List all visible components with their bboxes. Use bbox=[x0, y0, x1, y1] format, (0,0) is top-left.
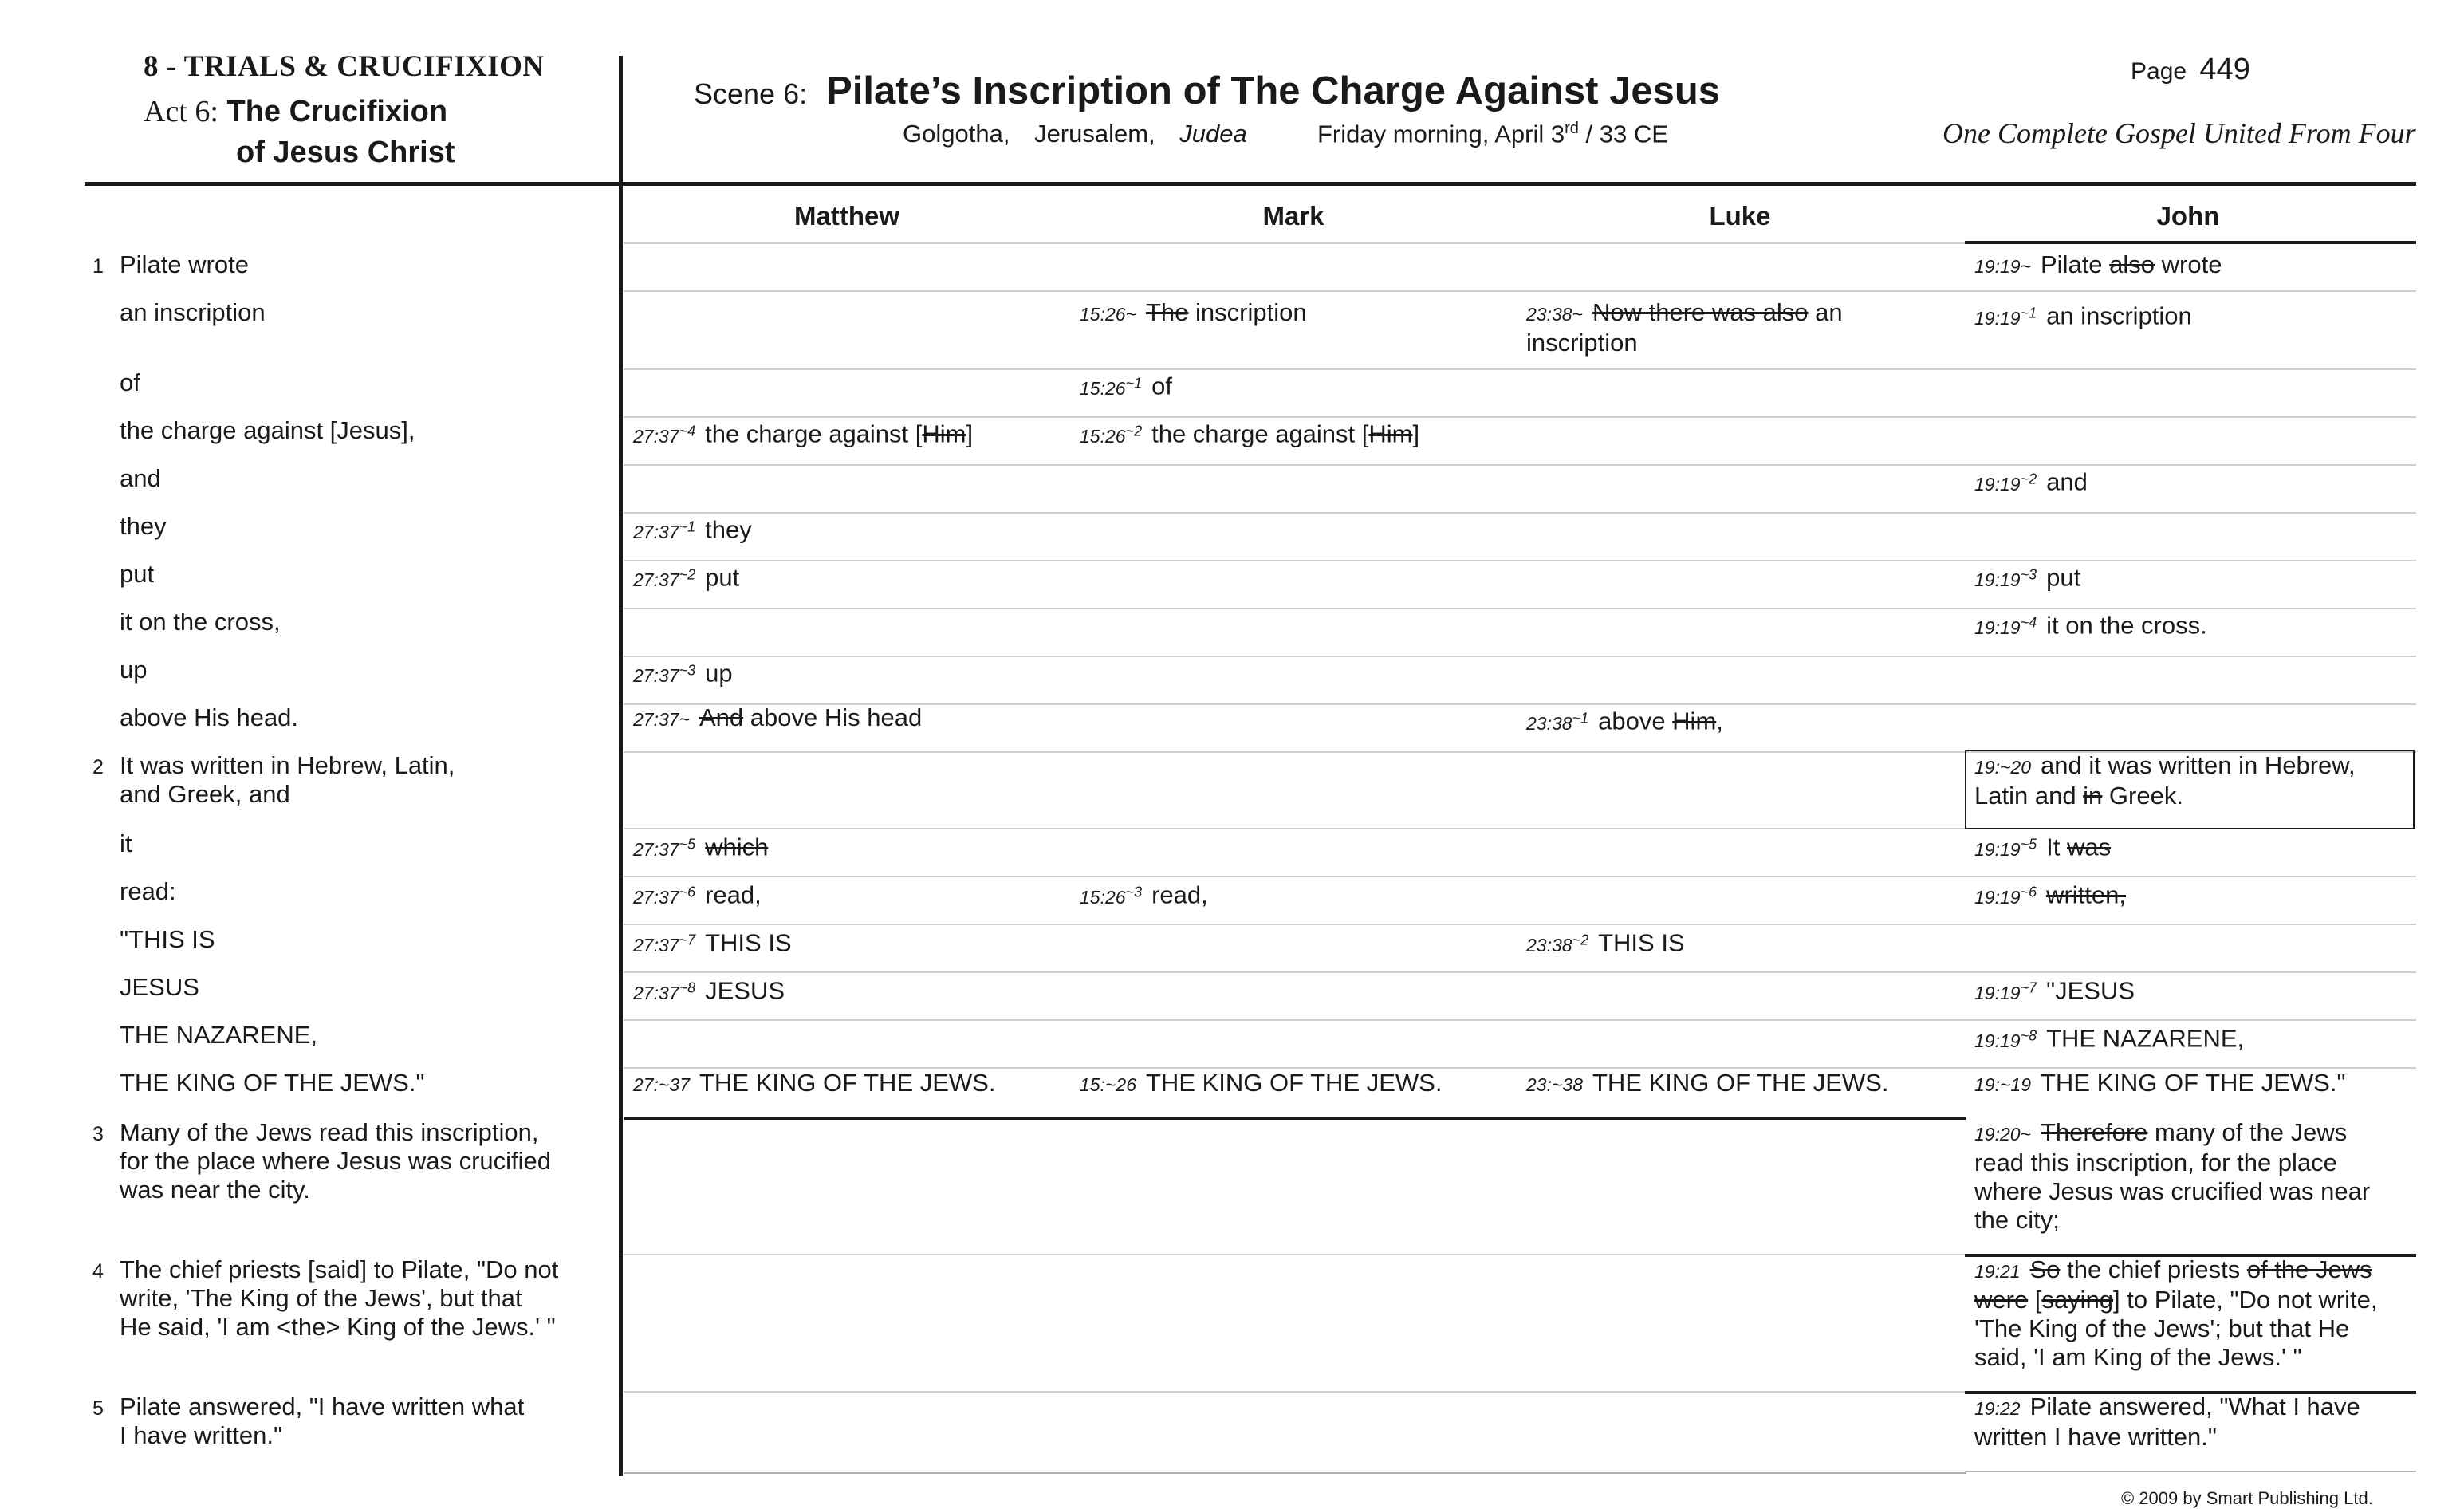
verse-cell-matt bbox=[633, 416, 1064, 451]
verse-ref bbox=[633, 1074, 690, 1095]
column-header-matthew: Matthew bbox=[794, 201, 899, 230]
verse-ref-sup: ~1 bbox=[679, 518, 696, 534]
verse-cell-john bbox=[1974, 829, 2405, 864]
verse-ref-text: 19:19 bbox=[1974, 886, 2021, 908]
verse-ref-sup: ~2 bbox=[2020, 471, 2037, 487]
row-label: JESUS bbox=[120, 973, 199, 1001]
verse-cell-matt bbox=[633, 560, 1064, 594]
verse-cell-matt bbox=[633, 703, 1064, 734]
verse-ref bbox=[1974, 305, 2037, 329]
column-header-luke: Luke bbox=[1709, 201, 1771, 230]
row-label: up bbox=[120, 656, 148, 684]
verse-ref bbox=[1080, 884, 1143, 908]
location-3: Judea bbox=[1179, 120, 1247, 148]
verse-cell-john bbox=[1974, 1255, 2405, 1372]
verse-cell-mark bbox=[1080, 877, 1510, 912]
verse-cell-mark bbox=[1080, 298, 1510, 329]
verse-ref-text: 19:22 bbox=[1974, 1398, 2021, 1419]
verse-ref-text: 19:19~ bbox=[1974, 256, 2031, 277]
verse-cell-mark bbox=[1080, 368, 1510, 403]
struck-text: saying bbox=[2041, 1286, 2114, 1314]
verse-text: of bbox=[1151, 372, 1172, 400]
verse-cell-matt bbox=[633, 829, 1064, 864]
verse-ref-text: 27:~37 bbox=[633, 1074, 690, 1095]
verse-text: an bbox=[1808, 298, 1843, 326]
section-rule bbox=[624, 1472, 1966, 1474]
act-heading bbox=[144, 94, 447, 129]
verse-text: the charge against [ bbox=[705, 420, 923, 448]
header-rule bbox=[85, 182, 2416, 186]
row-number: 4 bbox=[92, 1260, 104, 1282]
verse-ref-text: 19:20~ bbox=[1974, 1124, 2031, 1145]
verse-cell-matt bbox=[633, 512, 1064, 546]
verse-ref-sup: ~5 bbox=[679, 836, 696, 852]
verse-ref-text: 27:37~ bbox=[633, 709, 690, 730]
verse-cell-matt bbox=[633, 877, 1064, 912]
row-label: it bbox=[120, 829, 132, 857]
verse-text: 'The King of the Jews'; but that He bbox=[1974, 1314, 2350, 1342]
verse-text: the city; bbox=[1974, 1206, 2060, 1234]
verse-ref-text: 19:19 bbox=[1974, 307, 2021, 329]
verse-text: and bbox=[2046, 467, 2088, 496]
row-label: it on the cross, bbox=[120, 608, 281, 636]
verse-ref-text: 19:19 bbox=[1974, 617, 2021, 638]
verse-cell-matt bbox=[633, 1069, 1064, 1099]
verse-ref-text: 19:19 bbox=[1974, 473, 2021, 494]
verse-text: Pilate answered, "What I have bbox=[2029, 1393, 2360, 1420]
verse-ref bbox=[633, 518, 696, 542]
page-label: Page bbox=[2131, 58, 2187, 85]
verse-text: "JESUS bbox=[2046, 976, 2135, 1005]
verse-cell-matt bbox=[633, 973, 1064, 1007]
verse-ref bbox=[1080, 1074, 1136, 1095]
verse-ref-text: 27:37 bbox=[633, 664, 679, 686]
verse-text: inscription bbox=[1526, 329, 1638, 357]
verse-ref-text: 15:26 bbox=[1080, 886, 1126, 908]
struck-text: also bbox=[2109, 250, 2155, 278]
verse-text: inscription bbox=[1188, 298, 1307, 326]
verse-text: It bbox=[2046, 833, 2067, 861]
verse-cell-mark bbox=[1080, 416, 1510, 451]
verse-ref-sup: ~2 bbox=[1125, 423, 1143, 439]
verse-ref bbox=[633, 662, 696, 686]
verse-ref bbox=[1974, 979, 2037, 1003]
verse-ref-sup: ~6 bbox=[2020, 884, 2037, 900]
verse-text: Greek. bbox=[2102, 782, 2183, 810]
act-title-line2: of Jesus Christ bbox=[236, 136, 455, 169]
struck-text: in bbox=[2083, 782, 2103, 810]
verse-ref bbox=[1974, 884, 2037, 908]
verse-cell-mark bbox=[1080, 1069, 1510, 1099]
verse-ref bbox=[633, 709, 690, 730]
verse-ref-sup: ~7 bbox=[2020, 979, 2037, 995]
verse-ref bbox=[1080, 304, 1136, 325]
verse-text: ] bbox=[1412, 420, 1420, 448]
row-label: The chief priests [said] to Pilate, "Do not write, 'The King of the Jews', but that He said, 'I am <the> King of the Jews.' " bbox=[120, 1255, 559, 1341]
act-title-line1: The Crucifixion bbox=[226, 95, 448, 128]
verse-ref-text: 15:26 bbox=[1080, 425, 1126, 447]
verse-ref-sup: ~2 bbox=[1572, 932, 1589, 948]
copyright: © 2009 by Smart Publishing Ltd. bbox=[2121, 1488, 2373, 1508]
verse-ref-sup: ~3 bbox=[2020, 566, 2037, 582]
struck-text: The bbox=[1146, 298, 1189, 326]
verse-ref-sup: ~6 bbox=[679, 884, 696, 900]
verse-ref-text: 23:~38 bbox=[1526, 1074, 1583, 1095]
struck-text: And bbox=[699, 703, 744, 731]
verse-text: THIS IS bbox=[705, 928, 792, 957]
verse-text: said, 'I am King of the Jews.' " bbox=[1974, 1343, 2302, 1371]
row-label: THE KING OF THE JEWS." bbox=[120, 1069, 425, 1097]
verse-text: THIS IS bbox=[1598, 928, 1685, 957]
verse-text: THE KING OF THE JEWS. bbox=[699, 1069, 996, 1097]
john-header-rule bbox=[1965, 241, 2416, 244]
verse-ref-text: 27:37 bbox=[633, 982, 679, 1003]
verse-ref bbox=[633, 979, 696, 1003]
scene-heading bbox=[694, 69, 1720, 113]
verse-ref-text: 19:19 bbox=[1974, 838, 2021, 860]
page-num: 449 bbox=[2199, 53, 2250, 86]
struck-text: written, bbox=[2046, 881, 2127, 909]
location bbox=[903, 120, 1247, 148]
verse-text: the charge against [ bbox=[1151, 420, 1369, 448]
verse-ref bbox=[1974, 566, 2037, 590]
row-divider bbox=[624, 368, 2416, 370]
verse-ref-text: 27:37 bbox=[633, 569, 679, 590]
verse-ref-sup: ~1 bbox=[1572, 710, 1589, 726]
row-label: and bbox=[120, 464, 161, 492]
verse-text: Latin and bbox=[1974, 782, 2084, 810]
book-title: One Complete Gospel United From Four bbox=[1942, 117, 2416, 149]
verse-ref-text: 23:38~ bbox=[1526, 304, 1583, 325]
verse-text: read this inscription, for the place bbox=[1974, 1148, 2337, 1176]
verse-text: above His head bbox=[743, 703, 923, 731]
verse-ref bbox=[633, 566, 696, 590]
verse-text: the chief priests bbox=[2060, 1255, 2247, 1283]
verse-text: read, bbox=[705, 881, 762, 909]
verse-ref-text: 23:38 bbox=[1526, 934, 1572, 955]
verse-cell-luke bbox=[1526, 1069, 1957, 1099]
struck-text: Him bbox=[922, 420, 966, 448]
scene-label: Scene 6: bbox=[694, 77, 808, 110]
verse-ref bbox=[633, 423, 696, 447]
verse-text: Pilate bbox=[2041, 250, 2110, 278]
section-rule bbox=[1965, 1471, 2416, 1472]
verse-ref-sup: ~8 bbox=[2020, 1027, 2037, 1043]
column-header-john: John bbox=[2156, 201, 2220, 230]
page-number bbox=[2131, 53, 2250, 87]
row-label: of bbox=[120, 368, 140, 396]
date-post: / 33 CE bbox=[1578, 120, 1668, 148]
verse-ref-text: 19:21 bbox=[1974, 1261, 2021, 1282]
verse-cell-john bbox=[1974, 1069, 2405, 1099]
verse-ref-sup: ~3 bbox=[1125, 884, 1143, 900]
verse-text: where Jesus was crucified was near bbox=[1974, 1177, 2371, 1205]
section-rule bbox=[624, 1117, 1966, 1120]
verse-ref-text: 27:37 bbox=[633, 934, 679, 955]
row-number: 1 bbox=[92, 255, 104, 278]
verse-text: they bbox=[705, 515, 752, 544]
verse-ref bbox=[1526, 932, 1589, 955]
verse-text: [ bbox=[2028, 1286, 2042, 1314]
verse-text: written I have written." bbox=[1974, 1423, 2217, 1451]
location-2: Jerusalem, bbox=[1034, 120, 1155, 148]
verse-ref-text: 19:19 bbox=[1974, 569, 2021, 590]
verse-ref-sup: ~1 bbox=[1125, 375, 1143, 391]
verse-text: above bbox=[1598, 707, 1673, 735]
row-label: above His head. bbox=[120, 703, 299, 731]
struck-text: So bbox=[2029, 1255, 2061, 1283]
row-label: Pilate wrote bbox=[120, 250, 249, 278]
verse-ref-sup: ~2 bbox=[679, 566, 696, 582]
verse-ref-sup: ~8 bbox=[679, 979, 696, 995]
verse-ref bbox=[633, 884, 696, 908]
verse-ref-sup: ~4 bbox=[679, 423, 696, 439]
verse-ref-sup: ~7 bbox=[679, 932, 696, 948]
verse-cell-matt bbox=[633, 656, 1064, 690]
struck-text: Him bbox=[1368, 420, 1413, 448]
verse-ref-text: 19:19 bbox=[1974, 982, 2021, 1003]
verse-text: put bbox=[705, 563, 740, 592]
verse-text: an inscription bbox=[2046, 301, 2192, 330]
verse-ref bbox=[1974, 1027, 2037, 1051]
row-label: they bbox=[120, 512, 167, 540]
verse-ref bbox=[1526, 1074, 1583, 1095]
verse-ref bbox=[1974, 614, 2037, 638]
verse-ref-sup: ~3 bbox=[679, 662, 696, 678]
verse-text: JESUS bbox=[705, 976, 785, 1005]
struck-text: of the Jews bbox=[2246, 1255, 2372, 1283]
scene-title: Pilate’s Inscription of The Charge Against Jesus bbox=[826, 69, 1721, 112]
row-divider bbox=[624, 290, 2416, 292]
verse-ref-text: 19:~19 bbox=[1974, 1074, 2031, 1095]
verse-ref bbox=[1526, 710, 1589, 734]
verse-ref bbox=[1974, 256, 2031, 277]
verse-text: put bbox=[2046, 563, 2081, 592]
verse-cell-john bbox=[1974, 464, 2405, 498]
verse-ref-text: 15:~26 bbox=[1080, 1074, 1136, 1095]
verse-ref-text: 27:37 bbox=[633, 425, 679, 447]
verse-ref bbox=[633, 836, 696, 860]
struck-text: were bbox=[1974, 1286, 2029, 1314]
verse-ref-text: 27:37 bbox=[633, 886, 679, 908]
verse-ref bbox=[1974, 1124, 2031, 1145]
row-label: the charge against [Jesus], bbox=[120, 416, 415, 444]
verse-text: it on the cross. bbox=[2046, 611, 2207, 640]
verse-ref bbox=[1974, 1398, 2021, 1419]
location-1: Golgotha, bbox=[903, 120, 1010, 148]
date bbox=[1317, 120, 1668, 148]
verse-text: read, bbox=[1151, 881, 1208, 909]
verse-cell-luke bbox=[1526, 298, 1957, 357]
row-number: 2 bbox=[92, 756, 104, 778]
verse-ref-text: 27:37 bbox=[633, 838, 679, 860]
row-number: 3 bbox=[92, 1123, 104, 1145]
column-divider bbox=[619, 56, 623, 1476]
section-title: 8 - TRIALS & CRUCIFIXION bbox=[144, 50, 545, 83]
verse-cell-john bbox=[1974, 250, 2405, 281]
verse-ref bbox=[1974, 1074, 2031, 1095]
struck-text: Therefore bbox=[2041, 1118, 2148, 1146]
row-label: put bbox=[120, 560, 155, 588]
verse-cell-john bbox=[1974, 1118, 2405, 1235]
verse-ref-text: 15:26~ bbox=[1080, 304, 1136, 325]
struck-text: which bbox=[705, 833, 769, 861]
date-pre: Friday morning, April 3 bbox=[1317, 120, 1565, 148]
row-label: Many of the Jews read this inscription, for the place where Jesus was crucified was near the city. bbox=[120, 1118, 552, 1204]
verse-cell-john bbox=[1974, 608, 2405, 642]
verse-ref-text: 15:26 bbox=[1080, 377, 1126, 399]
verse-ref bbox=[1974, 1261, 2021, 1282]
row-label: It was written in Hebrew, Latin, and Greek, and bbox=[120, 751, 455, 808]
verse-text: wrote bbox=[2155, 250, 2222, 278]
row-label: Pilate answered, "I have written what I have written." bbox=[120, 1393, 525, 1449]
verse-cell-john bbox=[1974, 560, 2405, 594]
verse-cell-john bbox=[1974, 973, 2405, 1007]
verse-text: many of the Jews bbox=[2147, 1118, 2348, 1146]
verse-ref bbox=[1526, 304, 1583, 325]
verse-cell-john bbox=[1974, 877, 2405, 912]
row-label: read: bbox=[120, 877, 176, 905]
struck-text: was bbox=[2066, 833, 2112, 861]
verse-ref bbox=[1080, 375, 1143, 399]
verse-ref bbox=[633, 932, 696, 955]
verse-text: ] bbox=[966, 420, 974, 448]
verse-ref bbox=[1974, 836, 2037, 860]
verse-cell-luke bbox=[1526, 703, 1957, 738]
row-label: THE NAZARENE, bbox=[120, 1021, 318, 1049]
verse-ref-text: 23:38 bbox=[1526, 712, 1572, 734]
column-header-mark: Mark bbox=[1262, 201, 1324, 230]
struck-text: Him bbox=[1672, 707, 1717, 735]
verse-text: THE KING OF THE JEWS. bbox=[1592, 1069, 1889, 1097]
verse-text: , bbox=[1716, 707, 1723, 735]
verse-text: and it was written in Hebrew, bbox=[2041, 751, 2356, 779]
verse-ref bbox=[1080, 423, 1143, 447]
act-label: Act 6: bbox=[144, 95, 218, 128]
highlight-box bbox=[1965, 750, 2415, 829]
verse-ref-sup: ~5 bbox=[2020, 836, 2037, 852]
row-label: "THIS IS bbox=[120, 925, 215, 953]
verse-text: ] to Pilate, "Do not write, bbox=[2113, 1286, 2378, 1314]
verse-cell-john bbox=[1974, 1393, 2405, 1452]
verse-ref-sup: ~1 bbox=[2020, 305, 2037, 321]
verse-cell-john bbox=[1974, 298, 2405, 333]
row-number: 5 bbox=[92, 1397, 104, 1420]
verse-cell-matt bbox=[633, 925, 1064, 959]
verse-text: up bbox=[705, 659, 733, 688]
verse-text: THE KING OF THE JEWS." bbox=[2041, 1069, 2346, 1097]
verse-ref-text: 19:19 bbox=[1974, 1030, 2021, 1051]
verse-ref-text: 19:~20 bbox=[1974, 757, 2031, 778]
struck-text: Now there was also bbox=[1592, 298, 1809, 326]
verse-ref-sup: ~4 bbox=[2020, 614, 2037, 630]
row-label: an inscription bbox=[120, 298, 266, 326]
verse-text: THE KING OF THE JEWS. bbox=[1146, 1069, 1443, 1097]
verse-text: THE NAZARENE, bbox=[2046, 1024, 2245, 1053]
verse-cell-john bbox=[1974, 1021, 2405, 1055]
verse-ref bbox=[1974, 471, 2037, 494]
verse-cell-luke bbox=[1526, 925, 1957, 959]
date-sup: rd bbox=[1565, 120, 1579, 137]
verse-ref-text: 27:37 bbox=[633, 521, 679, 542]
